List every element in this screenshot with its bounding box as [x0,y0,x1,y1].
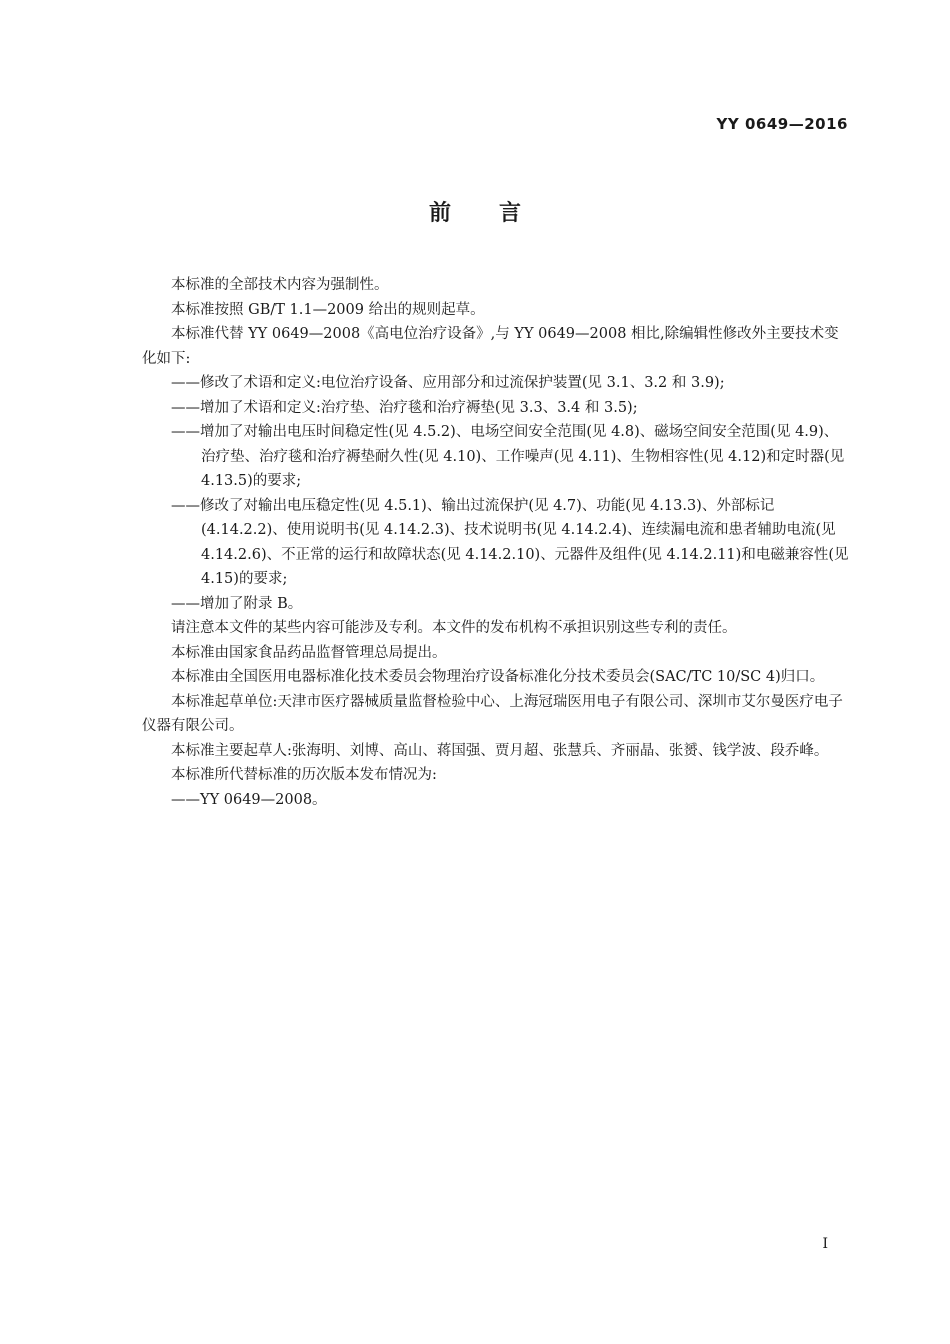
note-drafters: 本标准主要起草人:张海明、刘博、高山、蒋国强、贾月超、张慧兵、齐丽晶、张赟、钱学波、段乔峰。 [171,742,829,759]
change-item: ——增加了对输出电压时间稳定性(见 4.5.2)、电场空间安全范围(见 4.8)、磁场空间安全范围(见 4.9)、治疗垫、治疗毯和治疗褥垫耐久性(见 4.10)、工作噪声(见 4.11)、生物相容性(见 4.12)和定时器(见 4.13.5)的要求; [171,424,845,489]
change-item: ——修改了术语和定义:电位治疗设备、应用部分和过流保护装置(见 3.1、3.2 和 3.9); [171,375,725,391]
paragraph-replaces: 本标准代替 YY 0649—2008《高电位治疗设备》,与 YY 0649—2008 相比,除编辑性修改外主要技术变化如下: [142,326,839,367]
standard-code: YY 0649—2016 [716,115,848,133]
paragraph-mandatory: 本标准的全部技术内容为强制性。 [171,277,389,293]
change-item: ——增加了附录 B。 [171,595,303,612]
history-item: ——YY 0649—2008。 [171,791,327,808]
page-number: I [822,1236,828,1252]
paragraph-drafting-rules: 本标准按照 GB/T 1.1—2009 给出的规则起草。 [171,301,485,318]
note-drafting-units: 本标准起草单位:天津市医疗器械质量监督检验中心、上海冠瑞医用电子有限公司、深圳市艾尔曼医疗电子仪器有限公司。 [142,693,843,734]
change-item: ——修改了对输出电压稳定性(见 4.5.1)、输出过流保护(见 4.7)、功能(见 4.13.3)、外部标记(4.14.2.2)、使用说明书(见 4.14.2.3)、技术说明书(见 4.14.2.4)、连续漏电流和患者辅助电流(见 4.14.2.6)、不正常的运行和故障状态(见 4.14.2.10)、元器件及组件(见 4.14.2.11)和电磁兼容性(见 4.15)的要求; [171,497,849,587]
note-history-intro: 本标准所代替标准的历次版本发布情况为: [171,767,437,783]
document-body [142,273,850,812]
page-title: 前言 [428,201,569,226]
note-patent: 请注意本文件的某些内容可能涉及专利。本文件的发布机构不承担识别这些专利的责任。 [171,620,737,636]
note-centralized-by: 本标准由全国医用电器标准化技术委员会物理治疗设备标准化分技术委员会(SAC/TC 10/SC 4)归口。 [171,669,825,685]
change-item: ——增加了术语和定义:治疗垫、治疗毯和治疗褥垫(见 3.3、3.4 和 3.5); [171,399,638,416]
note-proposed-by: 本标准由国家食品药品监督管理总局提出。 [171,644,447,661]
